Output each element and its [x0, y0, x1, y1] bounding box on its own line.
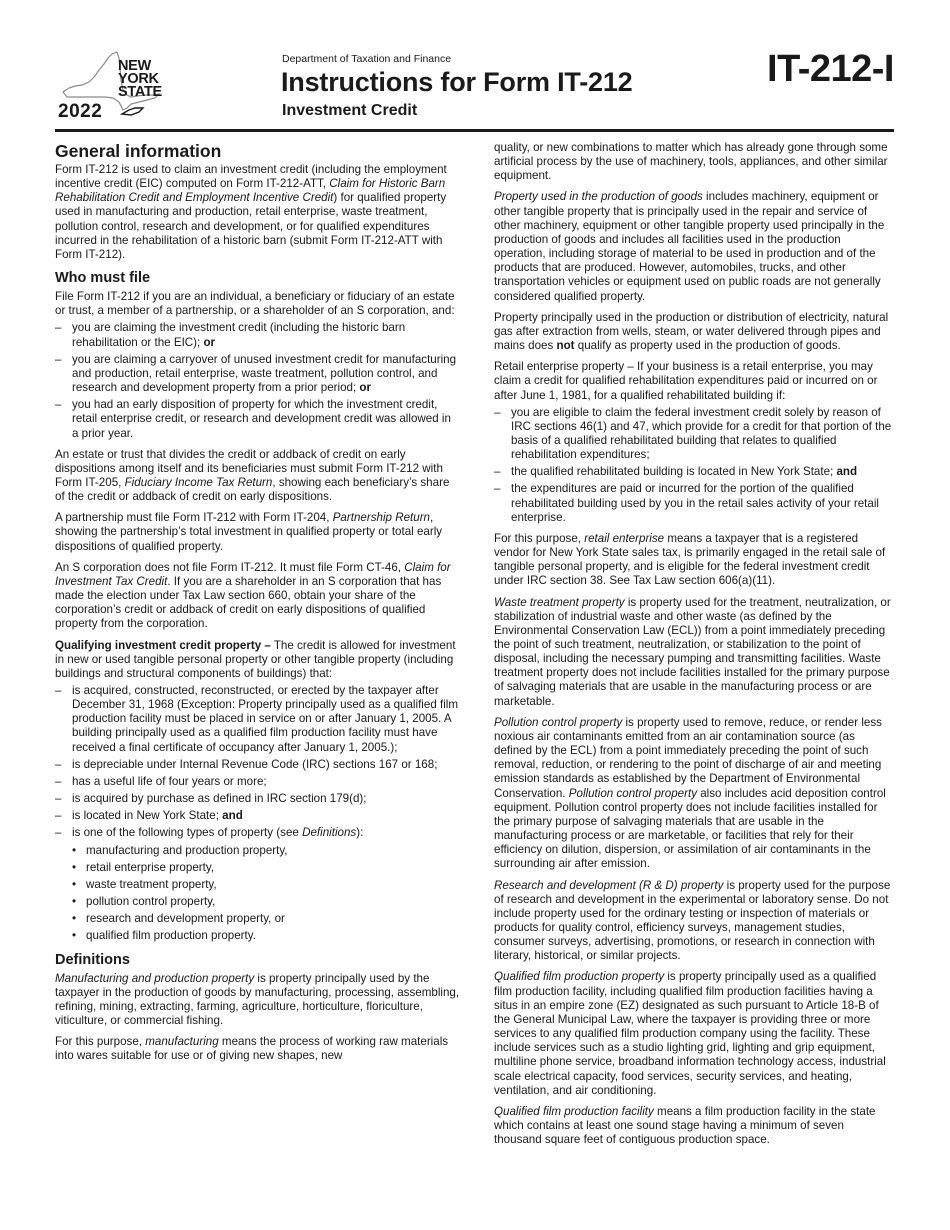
department-name: Department of Taxation and Finance [282, 53, 452, 65]
list-item: – is acquired, constructed, reconstructed, or erected by the taxpayer after December 31, 1968 (Exception: Property principally used as a qualified film production facility must be placed in service on or after January 1, 2005. A building principally used as a qualified film production facility must have received a final certificate of occupancy after January 1, 2005.); [55, 684, 459, 754]
list-item: – you had an early disposition of property for which the investment credit, retail enterprise credit, or research and development credit was allowed in a prior year. [55, 398, 451, 440]
qualifying-property-paragraph: Qualifying investment credit property – The credit is allowed for investment in new or used tangible personal property or other tangible property (including buildings and structural components of buildings) that: [55, 638, 456, 680]
list-item: – is acquired by purchase as defined in IRC section 179(d); [55, 792, 367, 806]
tax-year: 2022 [58, 101, 103, 122]
retail-enterprise-intro: Retail enterprise property – If your business is a retail enterprise, you may claim a credit for qualified rehabilitation expenditures paid or incurred on or after June 1, 1981, for a qualified rehabilitated building if: [494, 360, 878, 402]
page-subtitle: Investment Credit [282, 102, 418, 119]
who-must-file-intro: File Form IT-212 if you are an individual, a beneficiary or fiduciary of an estate or trust, a member of a partnership, or a shareholder of an S corporation, and: [55, 290, 455, 318]
list-item: • manufacturing and production property, [72, 843, 288, 857]
retail-enterprise-list [494, 406, 894, 525]
logo-word-state: STATE [118, 84, 162, 100]
retail-enterprise-definition: For this purpose, retail enterprise means a taxpayer that is a registered vendor for New York State sales tax, is primarily engaged in the retail sale of tangible personal property, and is eligible for the federal investment credit under IRC section 38. See Tax Law section 606(a)(11). [494, 531, 886, 588]
estate-trust-paragraph: An estate or trust that divides the credit or addback of credit on early dispositions among itself and its beneficiaries must submit Form IT-212 with Form IT-205, Fiduciary Income Tax Return, showing each beneficiary’s share of the credit or addback of credit on early dispositions. [55, 447, 450, 504]
s-corporation-paragraph: An S corporation does not file Form IT-212. It must file Form CT-46, Claim for Investment Tax Credit. If you are a shareholder in an S corporation that has made the election under Tax Law section 660, obtain your share of the corporation’s credit or addback of credit on early dispositions of qualified property from the corporation. [55, 560, 451, 631]
list-item: – is depreciable under Internal Revenue Code (IRC) sections 167 or 168; [55, 757, 438, 771]
qualifying-property-list [55, 684, 460, 944]
form-header [0, 0, 950, 135]
page-title: Instructions for Form IT-212 [281, 67, 633, 97]
list-item: – the qualified rehabilitated building is located in New York State; and [494, 465, 858, 479]
list-item: • qualified film production property. [72, 929, 256, 943]
pollution-control-definition: Pollution control property is property used to remove, reduce, or render less noxious air contaminants emitted from an air contamination source (as defined by the ECL) from a point immediately preceding the point of such removal, reduction, or rendering to the point of discharge of air and meeting emission standards as established by the Department of Environmental Conservation. Pollution control property also includes acid deposition control equipment. Pollution control property does not include facilities installed for the primary purpose of salvaging materials that are usable in the manufacturing process or are marketable, or facilities that rely for their efficiency on dilution, dispersion, or assimilation of air contaminants in the surrounding air after emission. [494, 715, 886, 871]
logo-word-york: YORK [118, 71, 159, 87]
list-item: • pollution control property, [72, 895, 216, 909]
partnership-paragraph: A partnership must file Form IT-212 with Form IT-204, Partnership Return, showing the partnership’s total investment in qualified property or total early dispositions of qualified property. [55, 511, 443, 553]
list-item: – is one of the following types of property (see Definitions): • manufacturing and production property, • retail enterprise property, • waste treatment property, • pollution control property, • research and development property, or • qualified film production property. [55, 826, 460, 943]
who-must-file-heading: Who must file [55, 270, 151, 287]
production-of-goods-definition: Property used in the production of goods includes machinery, equipment or other tangible property that is principally used in the repair and service of other machinery, equipment or other tangible property used principally in the production of goods and includes all facilities used in the production operation, including storage of material to be used in production and of the products that are produced. However, automobiles, trucks, and other transportation vehicles or equipment used on public roads are not generally considered qualified property. [494, 190, 885, 303]
list-item: – is located in New York State; and [55, 809, 243, 823]
general-information-text: Form IT-212 is used to claim an investment credit (including the employment incentive credit (EIC) computed on Form IT-212-ATT, Claim for Historic Barn Rehabilitation Credit and Employment Incentive Credit) for qualified property used in manufacturing and production, retail enterprise, waste treatment, pollution control, research and development, or for qualified expenditures incurred in the rehabilitation of a historic barn (submit Form IT-212-ATT with Form IT-212). [55, 163, 447, 261]
header-divider [55, 129, 894, 132]
form-number: IT-212-I [767, 48, 894, 90]
who-must-file-list [55, 321, 460, 440]
logo-word-new: NEW [118, 58, 151, 74]
list-item: • research and development property, or [72, 912, 285, 926]
list-item: • waste treatment property, [72, 877, 217, 891]
property-type-list [72, 844, 460, 944]
manufacturing-definition-continued: quality, or new combinations to matter which has already gone through some artificial process by the use of machinery, tools, appliances, and other similar equipment. [494, 141, 888, 183]
list-item: – you are eligible to claim the federal investment credit solely by reason of IRC sections 46(1) and 47, which provide for a credit for that portion of the basis of a qualified rehabilitated building that relates to qualified rehabilitation expenditures; [494, 405, 892, 462]
film-production-facility-definition: Qualified film production facility means a film production facility in the state which contains at least one sound stage having a minimum of seven thousand square feet of contiguous production space. [494, 1104, 876, 1147]
list-item: – has a useful life of four years or more; [55, 774, 267, 788]
waste-treatment-definition: Waste treatment property is property used for the treatment, neutralization, or stabilization of industrial waste and other waste (as defined by the Environmental Conservation Law (ECL)) from a point immediately preceding the point of such treatment, neutralization, or stabilization to the point of disposal, including the necessary pumping and transmitting facilities. Waste treatment property does not include facilities installed for the primary purpose of salvaging materials that are usable in the manufacturing process or are marketable. [494, 595, 891, 708]
list-item: – you are claiming the investment credit (including the historic barn rehabilitation or the EIC); or [55, 321, 406, 349]
electricity-property-paragraph: Property principally used in the production or distribution of electricity, natural gas after extraction from wells, steam, or water delivered through pipes and mains does not qualify as property used in the production of goods. [494, 310, 889, 353]
general-information-heading: General information [55, 141, 222, 161]
definitions-heading: Definitions [55, 951, 130, 968]
nys-logo [55, 48, 180, 128]
film-production-property-definition: Qualified film production property is property principally used as a qualified film production facility, including qualified film production facilities having a situs in an empire zone (EZ) designated as such pursuant to Article 18-B of the General Municipal Law, where the taxpayer is providing three or more services to any qualified film production company using the facility. These include services such as a studio lighting grid, lighting and grip equipment, multiline phone service, broadband information technology access, industrial scale electrical capacity, food services, security services, and heating, ventilation, and air conditioning. [494, 970, 886, 1097]
manufacturing-definition-part1: For this purpose, manufacturing means the process of working raw materials into wares suitable for use or of giving new shapes, new [55, 1035, 449, 1063]
right-column [494, 141, 894, 1154]
list-item: – the expenditures are paid or incurred for the portion of the qualified rehabilitated building used by you in the retail sales activity of your retail enterprise. [494, 482, 879, 524]
manufacturing-property-definition: Manufacturing and production property is property principally used by the taxpayer in the production of goods by manufacturing, processing, assembling, refining, mining, extracting, farming, agriculture, horticulture, floriculture, viticulture, or commercial fishing. [55, 971, 460, 1027]
left-column [55, 141, 460, 1070]
list-item: – you are claiming a carryover of unused investment credit for manufacturing and production, retail enterprise, waste treatment, pollution control, and research and development property from a prior period; or [55, 352, 457, 395]
list-item: • retail enterprise property, [72, 860, 215, 874]
research-development-definition: Research and development (R & D) property is property used for the purpose of research and development in the experimental or laboratory sense. Do not include property used for the ordinary testing or inspection of materials or products for quality control, efficiency surveys, management studies, consumer surveys, advertising, promotions, or research in connection with literary, historical, or similar projects. [494, 878, 891, 963]
